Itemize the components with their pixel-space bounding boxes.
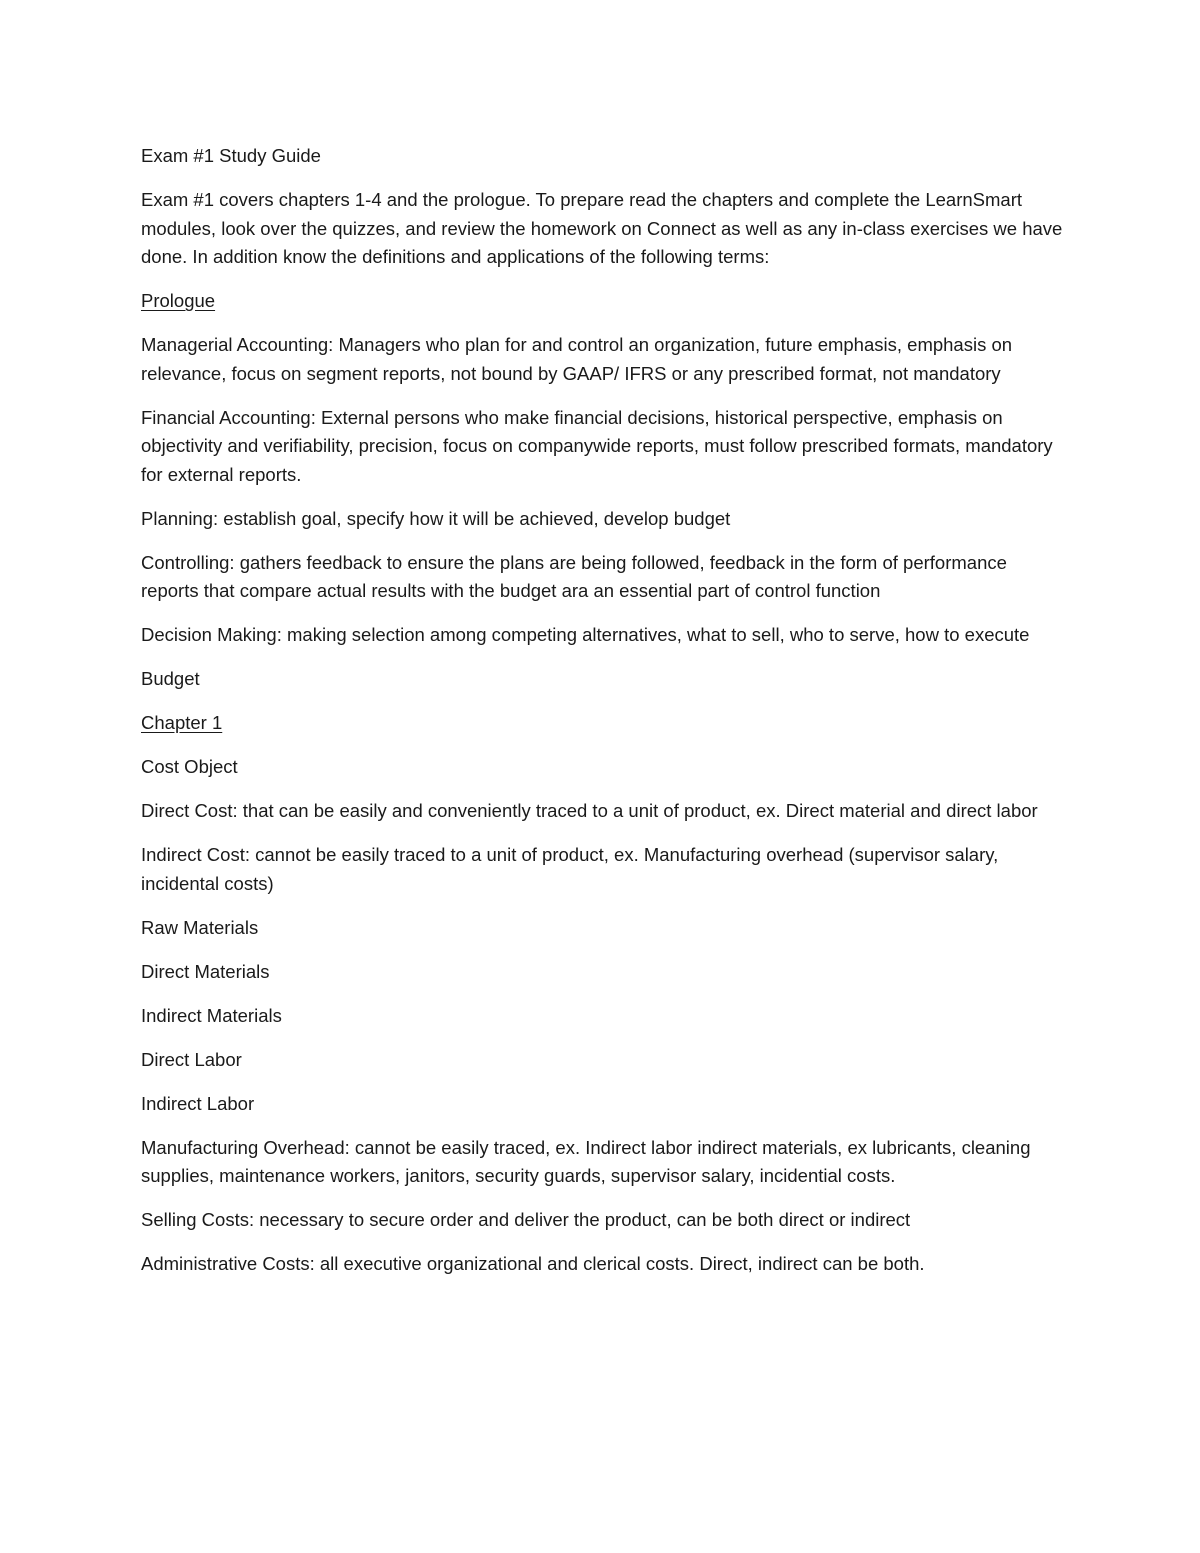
term-selling-costs: Selling Costs: necessary to secure order and deliver the product, can be both direct or indirect [141, 1209, 911, 1230]
term-indirect-materials: Indirect Materials [141, 1004, 282, 1026]
term-administrative-costs: Administrative Costs: all executive organizational and clerical costs. Direct, indirect can be both. [141, 1253, 925, 1274]
term-managerial-accounting: Managerial Accounting: Managers who plan for and control an organization, future emphasis, emphasis on relevance, focus on segment reports, not bound by GAAP/ IFRS or any prescribed format, not mandatory [141, 334, 1013, 384]
section-heading-chapter-1: Chapter 1 [141, 712, 223, 733]
term-budget: Budget [141, 668, 200, 689]
term-direct-cost: Direct Cost: that can be easily and conveniently traced to a unit of product, ex. Direct material and direct labor [141, 800, 1038, 821]
term-indirect-cost: Indirect Cost: cannot be easily traced to a unit of product, ex. Manufacturing overhead (supervisor salary, incidental costs) [141, 844, 999, 894]
term-controlling: Controlling: gathers feedback to ensure the plans are being followed, feedback in the form of performance reports that compare actual results with the budget ara an essential part of control function [141, 551, 1007, 601]
term-decision-making: Decision Making: making selection among competing alternatives, what to sell, who to serve, how to execute [141, 624, 1030, 645]
term-planning: Planning: establish goal, specify how it will be achieved, develop budget [141, 507, 731, 529]
term-financial-accounting: Financial Accounting: External persons who make financial decisions, historical perspective, emphasis on objectivity and verifiability, precision, focus on companywide reports, must follow prescribed formats, mandatory for external reports. [141, 406, 1053, 485]
term-raw-materials: Raw Materials [141, 916, 259, 938]
term-direct-labor: Direct Labor [141, 1048, 242, 1070]
document-body [141, 142, 1066, 1294]
term-direct-materials: Direct Materials [141, 960, 270, 982]
term-manufacturing-overhead: Manufacturing Overhead: cannot be easily traced, ex. Indirect labor indirect materials, ex lubricants, cleaning supplies, maintenance workers, janitors, security guards, supervisor salary, incidential costs. [141, 1136, 1031, 1186]
intro-paragraph: Exam #1 covers chapters 1-4 and the prologue. To prepare read the chapters and complete the LearnSmart modules, look over the quizzes, and review the homework on Connect as well as any in-class exercises we have done. In addition know the definitions and applications of the following terms: [141, 189, 1063, 267]
document-title: Exam #1 Study Guide [141, 145, 321, 166]
term-indirect-labor: Indirect Labor [141, 1092, 255, 1114]
section-heading-prologue: Prologue [141, 290, 216, 311]
term-cost-object: Cost Object [141, 756, 238, 777]
